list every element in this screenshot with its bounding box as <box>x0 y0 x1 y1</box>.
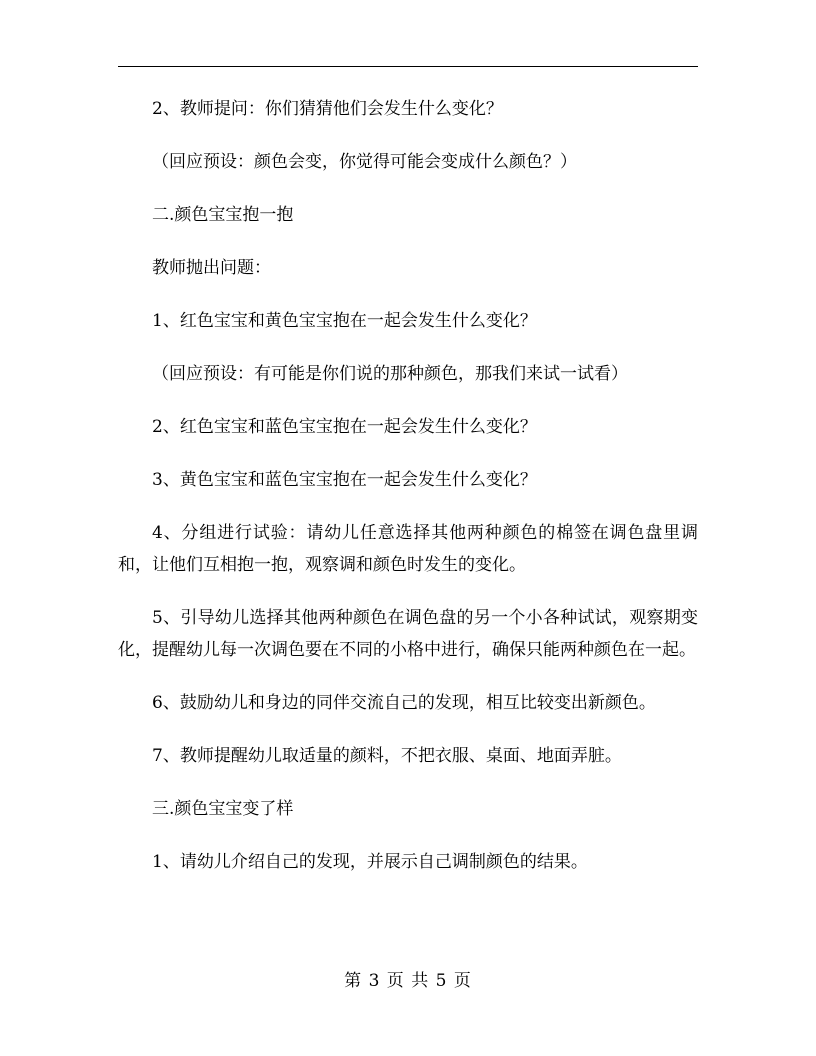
paragraph: （回应预设：颜色会变，你觉得可能会变成什么颜色？） <box>152 152 577 172</box>
paragraph: 5、引导幼儿选择其他两种颜色在调色盘的另一个小各种试试，观察期变化，提醒幼儿每一次调色要在不同的小格中进行，确保只能两种颜色在一起。 <box>118 608 698 660</box>
paragraph: 7、教师提醒幼儿取适量的颜料，不把衣服、桌面、地面弄脏。 <box>152 746 622 766</box>
page-number: 第 3 页 共 5 页 <box>344 971 472 991</box>
paragraph: 3、黄色宝宝和蓝色宝宝抱在一起会发生什么变化？ <box>152 470 537 490</box>
paragraph: 1、红色宝宝和黄色宝宝抱在一起会发生什么变化？ <box>152 311 537 331</box>
section-heading: 二.颜色宝宝抱一抱 <box>152 205 294 225</box>
paragraph: 2、红色宝宝和蓝色宝宝抱在一起会发生什么变化？ <box>152 417 537 437</box>
paragraph: 2、教师提问：你们猜猜他们会发生什么变化？ <box>152 99 503 119</box>
paragraph: 6、鼓励幼儿和身边的同伴交流自己的发现，相互比较变出新颜色。 <box>152 693 656 713</box>
paragraph: 1、请幼儿介绍自己的发现，并展示自己调制颜色的结果。 <box>152 852 588 872</box>
document-body <box>118 93 698 899</box>
paragraph: 教师抛出问题： <box>152 258 271 278</box>
header-rule <box>118 66 698 67</box>
paragraph: 4、分组进行试验：请幼儿任意选择其他两种颜色的棉签在调色盘里调和，让他们互相抱一抱，观察调和颜色时发生的变化。 <box>118 523 698 575</box>
paragraph: （回应预设：有可能是你们说的那种颜色，那我们来试一试看） <box>152 364 628 384</box>
section-heading: 三.颜色宝宝变了样 <box>152 799 294 819</box>
